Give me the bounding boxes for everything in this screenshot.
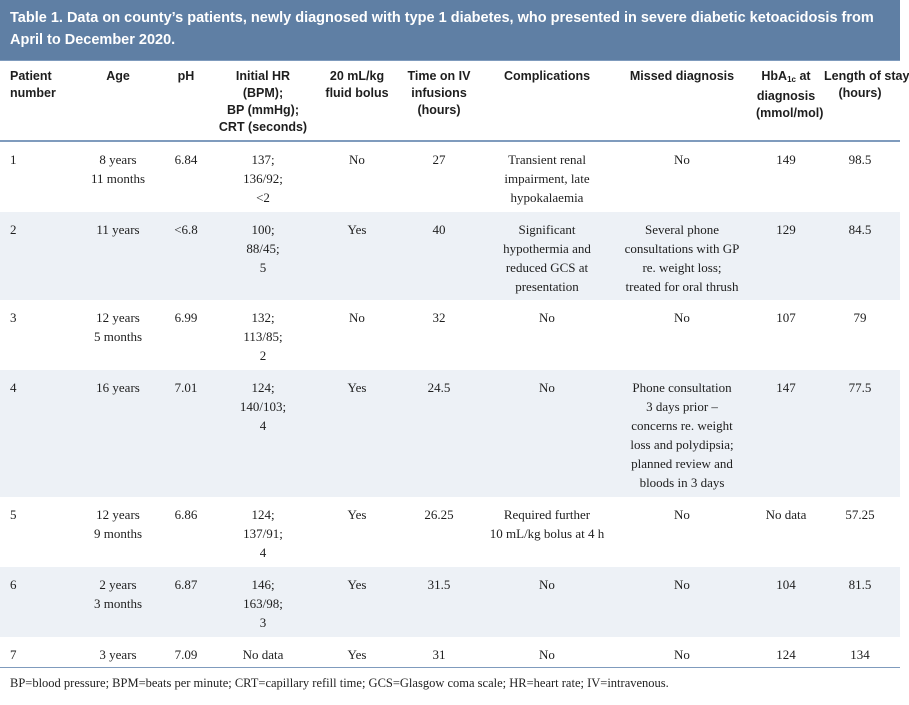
cell-age	[72, 645, 164, 667]
header-text: Missed diagnosis	[629, 69, 735, 83]
cell-text: 40	[432, 222, 446, 237]
cell-text: Yes	[347, 380, 367, 395]
table-body	[0, 142, 900, 668]
hba-label-rest: at	[796, 69, 811, 83]
header-text: Age	[106, 69, 130, 83]
cell-text: presentation	[515, 279, 579, 294]
header-text: pH	[177, 69, 195, 83]
header-hba1c	[752, 68, 824, 140]
cell-text: 24.5	[427, 380, 451, 395]
cell-text: 140/103;	[239, 399, 287, 414]
cell-text: reduced GCS at	[505, 260, 589, 275]
cell-text: treated for oral thrush	[625, 279, 739, 294]
cell-text: 3 months	[93, 596, 143, 611]
cell-patient-number	[0, 505, 72, 567]
cell-text: No data	[765, 507, 807, 522]
cell-text: Yes	[347, 577, 367, 592]
cell-text: 32	[432, 310, 446, 325]
cell-text: 146;	[251, 577, 275, 592]
cell-text: 31	[432, 647, 446, 662]
cell-text: No	[674, 152, 690, 167]
cell-age	[72, 378, 164, 497]
cell-missed-diagnosis	[612, 308, 752, 370]
cell-fluid-bolus	[318, 645, 396, 667]
header-text: infusions	[411, 86, 467, 100]
cell-text: 163/98;	[243, 596, 283, 611]
cell-hr-bp-crt	[208, 378, 318, 497]
header-age	[72, 68, 164, 140]
cell-text: Yes	[347, 647, 367, 662]
cell-ph	[164, 150, 208, 212]
cell-text: 10 mL/kg bolus at 4 h	[489, 526, 605, 541]
cell-hba1c	[752, 220, 820, 300]
cell-iv-time	[396, 150, 482, 212]
cell-text: 6.84	[174, 152, 198, 167]
cell-patient-number	[0, 150, 72, 212]
cell-text: No	[539, 647, 555, 662]
cell-hba1c	[752, 575, 820, 637]
cell-text: 134	[850, 647, 870, 662]
cell-complications	[482, 308, 612, 370]
cell-text: 88/45;	[246, 241, 280, 256]
cell-text: No	[539, 577, 555, 592]
cell-text: Yes	[347, 222, 367, 237]
cell-text: 16 years	[96, 380, 140, 395]
header-missed-diagnosis	[612, 68, 752, 140]
header-text	[756, 68, 816, 88]
cell-text: 3	[259, 615, 267, 630]
cell-text: 12 years	[96, 310, 140, 325]
cell-text: Transient renal	[508, 152, 586, 167]
header-fluid-bolus	[318, 68, 396, 140]
cell-text: 113/85;	[243, 329, 283, 344]
cell-iv-time	[396, 308, 482, 370]
table-header	[0, 61, 909, 142]
cell-text: Significant	[518, 222, 576, 237]
cell-hr-bp-crt	[208, 645, 318, 667]
table-row	[0, 370, 900, 497]
cell-text: 129	[776, 222, 796, 237]
header-iv-time	[396, 68, 482, 140]
cell-length-of-stay	[820, 220, 900, 300]
cell-text: 132;	[251, 310, 275, 325]
cell-text: 7.09	[174, 647, 198, 662]
cell-text: 6.86	[174, 507, 198, 522]
cell-text: 2	[10, 222, 17, 237]
cell-missed-diagnosis	[612, 220, 752, 300]
cell-missed-diagnosis	[612, 378, 752, 497]
cell-text: planned review and	[631, 456, 733, 471]
cell-text: No	[539, 310, 555, 325]
cell-text: 5 months	[93, 329, 143, 344]
cell-iv-time	[396, 505, 482, 567]
cell-text: re. weight loss;	[642, 260, 722, 275]
cell-hba1c	[752, 150, 820, 212]
cell-text: consultations with GP	[624, 241, 740, 256]
cell-text: 6.87	[174, 577, 198, 592]
table-row	[0, 212, 900, 300]
cell-hba1c	[752, 505, 820, 567]
header-text: diagnosis	[756, 89, 816, 103]
cell-hr-bp-crt	[208, 575, 318, 637]
cell-text: hypothermia and	[503, 241, 591, 256]
cell-text: No data	[242, 647, 284, 662]
cell-fluid-bolus	[318, 378, 396, 497]
cell-age	[72, 220, 164, 300]
table-footnote: BP=blood pressure; BPM=beats per minute; CRT=capillary refill time; GCS=Glasgow coma scale; HR=heart rate; IV=intravenous.	[10, 676, 669, 690]
cell-patient-number	[0, 645, 72, 667]
cell-text: concerns re. weight	[631, 418, 733, 433]
cell-complications	[482, 150, 612, 212]
cell-text: 7	[10, 647, 17, 662]
cell-text: No	[674, 577, 690, 592]
cell-length-of-stay	[820, 575, 900, 637]
cell-text: impairment, late	[504, 171, 590, 186]
cell-text: 124;	[251, 380, 275, 395]
cell-patient-number	[0, 378, 72, 497]
cell-patient-number	[0, 575, 72, 637]
cell-text: 5	[10, 507, 17, 522]
cell-text: 136/92;	[243, 171, 283, 186]
header-text: (BPM);	[242, 86, 284, 100]
cell-text: 57.25	[845, 507, 875, 522]
cell-text: 5	[259, 260, 267, 275]
cell-length-of-stay	[820, 645, 900, 667]
cell-age	[72, 575, 164, 637]
cell-age	[72, 308, 164, 370]
cell-text: bloods in 3 days	[639, 475, 725, 490]
cell-text: Several phone	[644, 222, 719, 237]
cell-text: 27	[432, 152, 446, 167]
header-text: Time on IV	[407, 69, 471, 83]
cell-age	[72, 505, 164, 567]
cell-iv-time	[396, 378, 482, 497]
cell-fluid-bolus	[318, 505, 396, 567]
header-text: Patient	[10, 69, 52, 83]
cell-ph	[164, 220, 208, 300]
header-length-of-stay	[820, 68, 909, 140]
cell-hr-bp-crt	[208, 220, 318, 300]
cell-text: 6.99	[174, 310, 198, 325]
header-text: 20 mL/kg	[329, 69, 385, 83]
header-text: Complications	[503, 69, 591, 83]
cell-iv-time	[396, 645, 482, 667]
cell-complications	[482, 220, 612, 300]
cell-text: 3 years	[99, 647, 137, 662]
cell-ph	[164, 505, 208, 567]
header-patient-number	[0, 68, 72, 140]
cell-complications	[482, 505, 612, 567]
cell-length-of-stay	[820, 308, 900, 370]
table-row	[0, 637, 900, 668]
cell-hba1c	[752, 308, 820, 370]
table-row	[0, 300, 900, 370]
table-caption: Table 1. Data on county’s patients, newly diagnosed with type 1 diabetes, who presented in severe diabetic ketoacidosis from April to December 2020.	[0, 0, 900, 60]
cell-text: 147	[776, 380, 796, 395]
cell-hr-bp-crt	[208, 308, 318, 370]
cell-text: 124;	[251, 507, 275, 522]
cell-text: 3	[10, 310, 17, 325]
table-row	[0, 497, 900, 567]
cell-ph	[164, 308, 208, 370]
cell-text: No	[674, 647, 690, 662]
table-row	[0, 567, 900, 637]
cell-text: 100;	[251, 222, 275, 237]
cell-text: hypokalaemia	[510, 190, 584, 205]
cell-text: No	[349, 152, 365, 167]
cell-hr-bp-crt	[208, 150, 318, 212]
cell-text: 3 days prior –	[646, 399, 718, 414]
cell-text: loss and polydipsia;	[630, 437, 734, 452]
hba-label: HbA	[761, 69, 788, 83]
cell-hba1c	[752, 378, 820, 497]
header-complications	[482, 68, 612, 140]
header-text: number	[10, 86, 56, 100]
cell-text: <2	[256, 190, 270, 205]
cell-text: 8 years	[99, 152, 137, 167]
cell-text: No	[674, 507, 690, 522]
cell-length-of-stay	[820, 150, 900, 212]
cell-hba1c	[752, 645, 820, 667]
cell-text: 84.5	[848, 222, 872, 237]
cell-text: 7.01	[174, 380, 198, 395]
cell-text: 2 years	[99, 577, 137, 592]
table-row	[0, 142, 900, 212]
cell-text: 4	[10, 380, 17, 395]
cell-ph	[164, 575, 208, 637]
cell-fluid-bolus	[318, 575, 396, 637]
cell-text: 4	[259, 418, 267, 433]
header-text: Length of stay	[824, 69, 909, 83]
cell-text: 26.25	[424, 507, 454, 522]
cell-age	[72, 150, 164, 212]
cell-text: 6	[10, 577, 17, 592]
cell-text: Phone consultation	[632, 380, 732, 395]
cell-iv-time	[396, 220, 482, 300]
cell-text: 79	[853, 310, 867, 325]
cell-text: <6.8	[174, 222, 198, 237]
cell-complications	[482, 378, 612, 497]
cell-fluid-bolus	[318, 220, 396, 300]
cell-text: 2	[259, 348, 267, 363]
cell-text: 137;	[251, 152, 275, 167]
cell-fluid-bolus	[318, 308, 396, 370]
cell-text: 9 months	[93, 526, 143, 541]
cell-ph	[164, 645, 208, 667]
hba-subscript: 1c	[787, 75, 796, 84]
cell-fluid-bolus	[318, 150, 396, 212]
cell-text: 4	[259, 545, 267, 560]
cell-text: 11 months	[90, 171, 146, 186]
header-text: fluid bolus	[325, 86, 389, 100]
header-text: (hours)	[417, 103, 461, 117]
header-text: BP (mmHg);	[227, 103, 299, 117]
cell-hr-bp-crt	[208, 505, 318, 567]
cell-text: 81.5	[848, 577, 872, 592]
cell-text: 107	[776, 310, 796, 325]
header-text: Initial HR	[235, 69, 291, 83]
header-text: (mmol/mol)	[756, 106, 824, 120]
cell-complications	[482, 575, 612, 637]
cell-text: 149	[776, 152, 796, 167]
cell-text: Required further	[503, 507, 591, 522]
cell-text: No	[674, 310, 690, 325]
cell-text: No	[539, 380, 555, 395]
cell-complications	[482, 645, 612, 667]
header-initial-hr	[208, 68, 318, 140]
cell-missed-diagnosis	[612, 575, 752, 637]
cell-missed-diagnosis	[612, 645, 752, 667]
cell-iv-time	[396, 575, 482, 637]
cell-text: No	[349, 310, 365, 325]
cell-text: 104	[776, 577, 796, 592]
cell-text: Yes	[347, 507, 367, 522]
header-ph	[164, 68, 208, 140]
cell-text: 12 years	[96, 507, 140, 522]
cell-length-of-stay	[820, 378, 900, 497]
cell-ph	[164, 378, 208, 497]
cell-text: 124	[776, 647, 796, 662]
header-text: CRT (seconds)	[218, 120, 308, 134]
cell-text: 77.5	[848, 380, 872, 395]
cell-patient-number	[0, 308, 72, 370]
cell-text: 98.5	[848, 152, 872, 167]
cell-text: 1	[10, 152, 17, 167]
header-text: (hours)	[838, 86, 882, 100]
cell-missed-diagnosis	[612, 505, 752, 567]
cell-text: 137/91;	[243, 526, 283, 541]
cell-text: 11 years	[96, 222, 140, 237]
cell-patient-number	[0, 220, 72, 300]
cell-text: 31.5	[427, 577, 451, 592]
cell-length-of-stay	[820, 505, 900, 567]
cell-missed-diagnosis	[612, 150, 752, 212]
